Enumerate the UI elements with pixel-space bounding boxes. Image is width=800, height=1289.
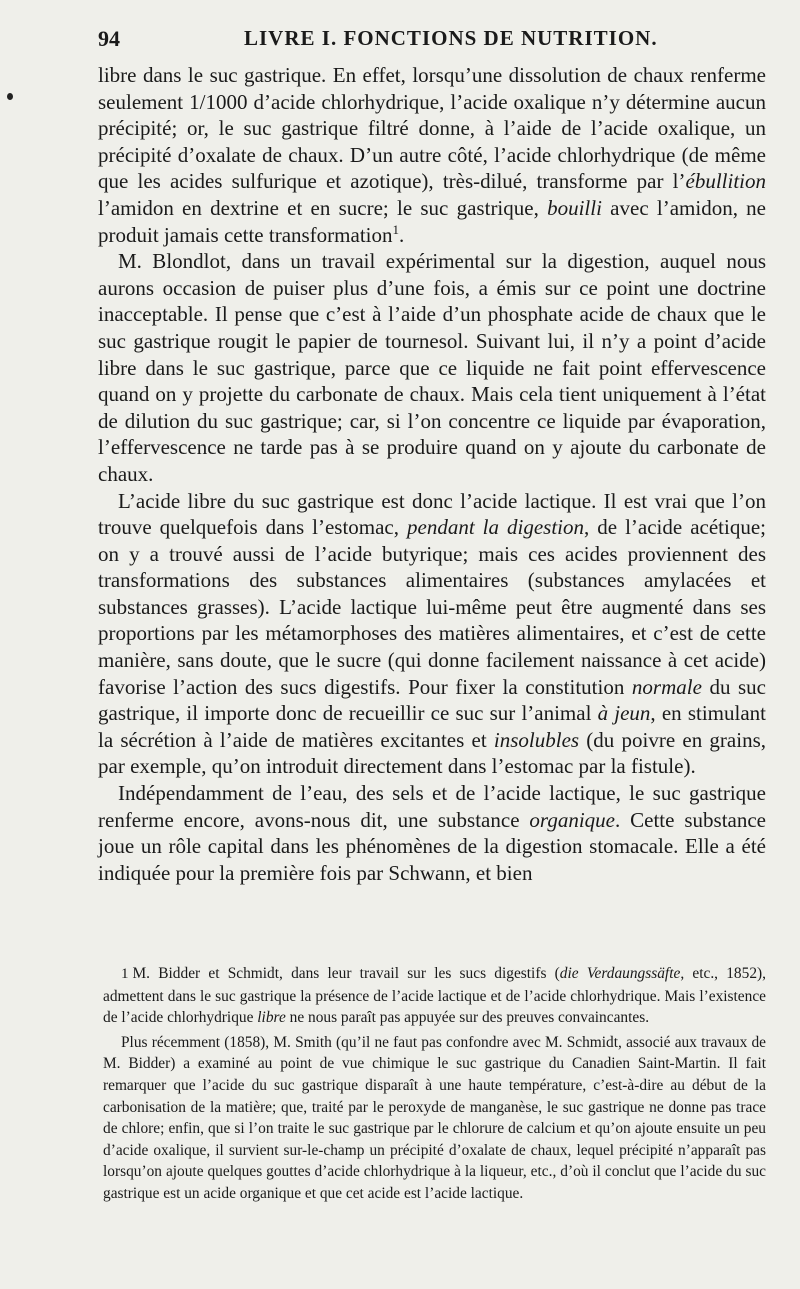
p3-text-c: , de l’acide acétique; on y a trouvé aussi de l’acide butyrique; mais ces acides proviennent des transformations des substances alimentaires (substances amylacées et substances grasses). L’acide lactique lui-même peut être augmenté dans ses proportions par les métamorphoses des matières alimentaires, et c’est de cette manière, sans doute, que le sucre (qui donne facilement naissance à cet acide) favorise l’action des sucs digestifs. Pour fixer la constitution <box>98 515 767 699</box>
ink-speck <box>7 93 13 100</box>
p3-italic-pendant: pendant la digestion <box>407 515 585 540</box>
footnote-ref-1[interactable]: 1 <box>392 221 399 237</box>
p3-italic-insolubles: insolubles <box>493 727 580 752</box>
p1-text-f: . <box>399 222 405 247</box>
p1-italic-bouilli: bouilli <box>547 195 602 220</box>
p1-text-e: avec l’amidon, ne produit jamais cette transformation <box>98 195 767 247</box>
page-header <box>98 26 762 60</box>
page-number: 94 <box>98 26 120 51</box>
footnotes <box>103 963 766 1205</box>
footnote-2: Plus récemment (1858), M. Smith (qu’il ne faut pas confondre avec M. Schmidt, associé aux travaux de M. Bidder) a examiné au point de vue chimique le suc gastrique du Canadien Saint-Martin. Il fait remarquer que l’acide du suc gastrique disparaît à une haute température, c’est-à-dire au début de la carbonisation de la matière; que, traité par le peroxyde de manganèse, le suc gastrique ne donne pas trace de chlore; enfin, que si l’on traite le suc gastrique par le chlorure de calcium et qu’on ajoute ensuite un peu d’acide oxalique, il survient sur-le-champ un précipité d’oxalate de chaux, lequel précipité n’apparaît pas lorsqu’on ajoute quelques gouttes d’acide chlorhydrique à la liqueur, etc., d’où il conclut que l’acide du suc gastrique est un acide organique et que cet acide est l’acide lactique. <box>103 1033 766 1202</box>
fn1-italic-title: die Verdaungssäfte <box>559 965 681 982</box>
paragraph-1 <box>98 62 766 248</box>
p3-text-g: , en stimulant la sécrétion à l’aide de matières excitantes et <box>98 701 766 752</box>
p3-italic-a-jeun: à jeun <box>597 701 651 726</box>
paragraph-2: M. Blondlot, dans un travail expérimental sur la digestion, auquel nous aurons occasion de puiser plus d’une fois, a émis sur ce point une doctrine inacceptable. Il pense que c’est à l’aide d’un phosphate acide de chaux que le suc gastrique rougit le papier de tournesol. Suivant lui, il n’y a point d’acide libre dans le suc gastrique, parce que ce liquide ne fait point effervescence quand on y projette du carbonate de chaux. Mais cela tient uniquement à l’état de dilution du suc gastrique; car, si l’on concentre ce liquide par évaporation, l’effervescence ne tarde pas à se produire quand on y ajoute du carbonate de chaux. <box>98 249 766 486</box>
p3-text-i: (du poivre en grains, par exemple, qu’on introduit directement dans l’estomac par la fistule). <box>98 727 766 779</box>
p3-text-a: L’acide libre du suc gastrique est donc l’acide lactique. Il est vrai que l’on trouve quelquefois dans l’estomac, <box>98 488 766 540</box>
fn1-text-c: , etc., 1852), admettent dans le suc gastrique la présence de l’acide lactique et de l’acide chlorhydrique. Mais l’existence de l’acide chlorhydrique <box>103 965 766 1027</box>
paragraph-4 <box>98 780 766 886</box>
fn1-italic-libre: libre <box>257 1009 286 1027</box>
p4-italic-organique: organique <box>529 807 615 832</box>
p1-text-a: libre dans le suc gastrique. En effet, lorsqu’une dissolution de chaux renferme seulement 1/1000 d’acide chlorhydrique, l’acide oxalique n’y détermine aucun précipité; or, le suc gastrique filtré donne, à l’aide de l’acide oxalique, un précipité d’oxalate de chaux. D’un autre côté, l’acide chlorhydrique (de même que les acides sulfurique et azotique), très-dilué, transforme par l’ <box>98 63 766 194</box>
body-text <box>98 62 766 886</box>
fn1-text-a: M. Bidder et Schmidt, dans leur travail sur les sucs digestifs ( <box>132 965 560 982</box>
footnote-1 <box>103 963 766 1029</box>
p3-italic-normale: normale <box>631 674 702 699</box>
paragraph-3 <box>98 488 766 781</box>
footnote-marker-1: 1 <box>121 966 129 982</box>
fn1-text-e: ne nous paraît pas appuyée sur des preuves convaincantes. <box>285 1009 650 1027</box>
p1-italic-ebullition: ébullition <box>685 169 766 194</box>
p4-text-c: . Cette substance joue un rôle capital dans les phénomènes de la digestion stomacale. Elle a été indiquée pour la première fois par Schwann, et bien <box>98 807 766 885</box>
p3-text-e: du suc gastrique, il importe donc de recueillir ce suc sur l’animal <box>98 674 766 726</box>
p1-text-c: l’amidon en dextrine et en sucre; le suc gastrique, <box>98 195 548 220</box>
p4-text-a: Indépendamment de l’eau, des sels et de l’acide lactique, le suc gastrique renferme encore, avons-nous dit, une substance <box>98 781 766 832</box>
running-head: LIVRE I. FONCTIONS DE NUTRITION. <box>244 26 658 50</box>
